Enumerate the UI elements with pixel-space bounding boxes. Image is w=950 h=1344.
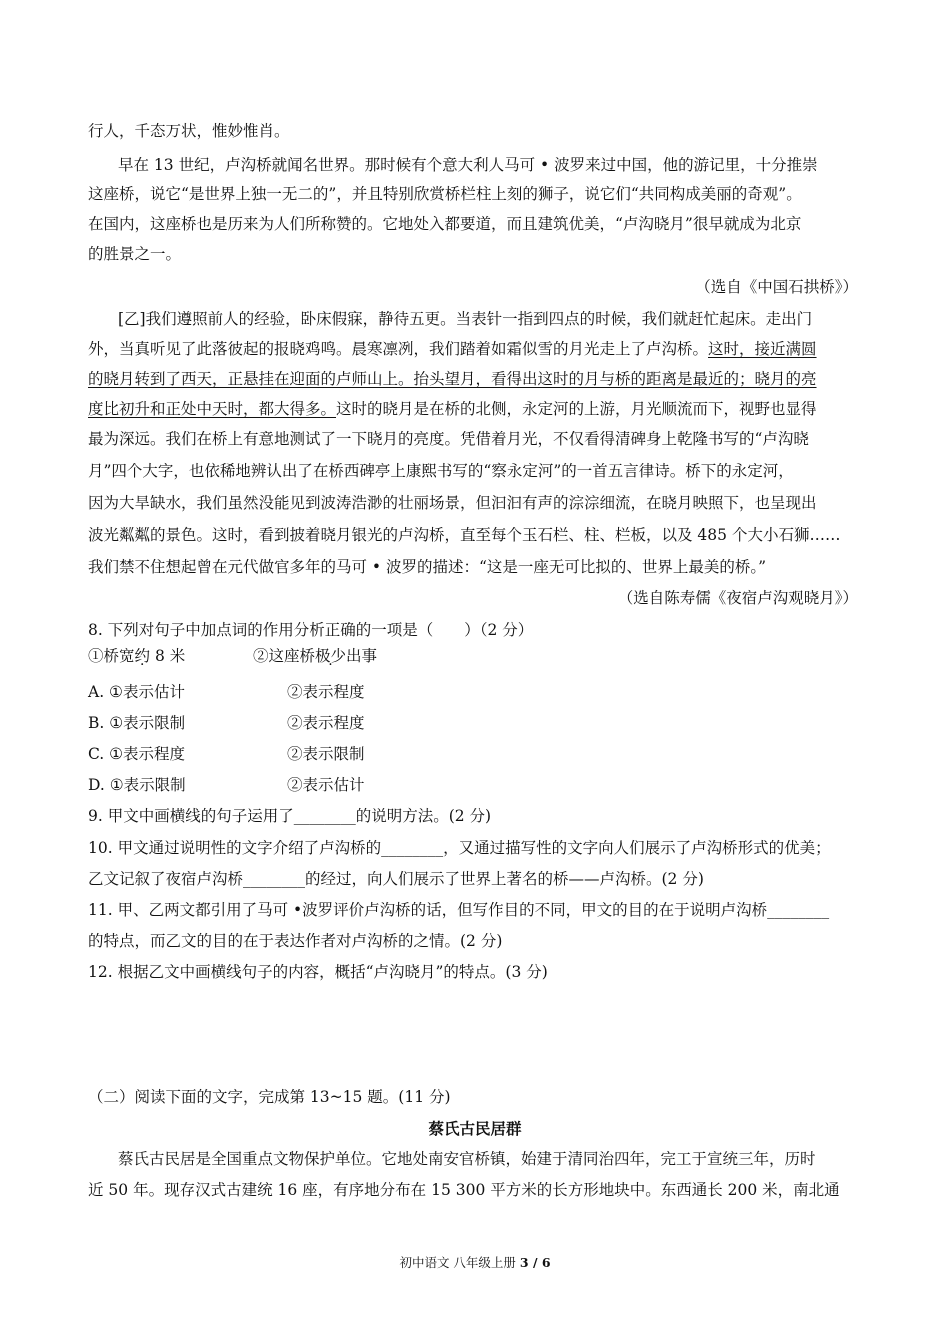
text-line: 这座桥，说它“是世界上独一无二的”，并且特别欣赏桥栏柱上刻的狮子，说它们“共同构成美丽的奇观”。 [88,185,802,203]
text-line [88,339,817,359]
text-line: 早在 13 世纪，卢沟桥就闻名世界。那时候有个意大利人马可 • 波罗来过中国，他的游记里，十分推崇 [118,156,818,174]
question-8: 8. 下列对句子中加点词的作用分析正确的一项是（ ）（2 分） [88,621,534,639]
text-line [88,399,817,419]
text-line: 近 50 年。现存汉式古建统 16 座，有序地分布在 15 300 平方米的长方形地块中。东西通长 200 米，南北通 [88,1181,840,1199]
question-10-line-1: 10. 甲文通过说明性的文字介绍了卢沟桥的________，又通过描写性的文字向人们展示了卢沟桥形式的优美； [88,839,831,857]
question-10-line-2: 乙文记叙了夜宿卢沟桥________的经过，向人们展示了世界上著名的桥——卢沟桥。(2 分) [88,870,704,888]
text-segment: ①桥宽 [88,647,135,665]
example-sentence-2 [253,646,377,666]
option-a-part-2: ②表示程度 [287,683,365,701]
underlined-sentence: 的晓月转到了西天，正悬挂在迎面的卢师山上。抬头望月，看得出这时的月与桥的距离是最近的；晓月的亮 [88,370,817,388]
dotted-word: 约 [134,647,151,665]
option-c-part-2: ②表示限制 [287,745,365,763]
question-11-line-1: 11. 甲、乙两文都引用了马可 •波罗评价卢沟桥的话，但写作目的不同，甲文的目的在于说明卢沟桥________ [88,901,830,919]
footer-subject: 初中语文 八年级上册 [399,1255,520,1270]
underlined-sentence: 这时，接近满圆 [708,340,817,358]
text-line: 最为深远。我们在桥上有意地测试了一下晓月的亮度。凭借着月光，不仅看得清碑身上乾隆书写的“卢沟晓 [88,430,809,448]
question-12: 12. 根据乙文中画横线句子的内容，概括“卢沟晓月”的特点。(3 分) [88,963,548,981]
option-c-part-1: C. ①表示程度 [88,745,186,763]
article-title: 蔡氏古民居群 [428,1120,522,1138]
option-d-part-1: D. ①表示限制 [88,776,186,794]
text-segment: ②这座桥 [253,647,316,665]
option-b-part-2: ②表示程度 [287,714,365,732]
text-segment: 出事 [346,647,378,665]
source-citation: （选自《中国石拱桥》） [695,278,858,296]
text-line: 的胜景之一。 [88,245,182,263]
option-d-part-2: ②表示估计 [287,776,365,794]
text-segment: 这时的晓月是在桥的北侧，永定河的上游，月光顺流而下，视野也显得 [336,400,817,418]
source-citation: （选自陈寿儒《夜宿卢沟观晓月》） [617,589,858,607]
dotted-word: 极少 [315,647,347,665]
question-9: 9. 甲文中画横线的句子运用了________的说明方法。(2 分) [88,807,492,825]
text-line: 蔡氏古民居是全国重点文物保护单位。它地处南安官桥镇，始建于清同治四年，完工于宣统三年，历时 [118,1150,816,1168]
text-line: 我们禁不住想起曾在元代做官多年的马可 • 波罗的描述：“这是一座无可比拟的、世界上最美的桥。” [88,558,767,576]
question-11-line-2: 的特点，而乙文的目的在于表达作者对卢沟桥的之情。(2 分) [88,932,503,950]
text-segment: 外，当真听见了此落彼起的报晓鸡鸣。晨寒凛冽，我们踏着如霜似雪的月光走上了卢沟桥。 [88,340,709,358]
text-line: 行人，千态万状，惟妙惟肖。 [88,122,290,140]
option-b-part-1: B. ①表示限制 [88,714,186,732]
underlined-sentence: 度比初升和正处中天时，都大得多。 [88,400,337,418]
example-sentence-1 [88,646,185,666]
page-number: 3 / 6 [519,1255,551,1270]
text-line: 因为大旱缺水，我们虽然没能见到波涛浩渺的壮丽场景，但汩汩有声的淙淙细流，在晓月映照下，也呈现出 [88,494,817,512]
text-line: [乙]我们遵照前人的经验，卧床假寐，静待五更。当表针一指到四点的时候，我们就赶忙起床。走出门 [118,310,813,328]
page-footer [0,1253,950,1271]
section-heading: （二）阅读下面的文字，完成第 13~15 题。(11 分) [88,1088,451,1106]
text-segment: 8 米 [150,647,186,665]
text-line: 波光粼粼的景色。这时，看到披着晓月银光的卢沟桥，直至每个玉石栏、柱、栏板，以及 485 个大小石狮…… [88,526,841,544]
text-line: 在国内，这座桥也是历来为人们所称赞的。它地处入都要道，而且建筑优美，“卢沟晓月”很早就成为北京 [88,215,802,233]
text-line: 月”四个大字，也依稀地辨认出了在桥西碑亭上康熙书写的“察永定河”的一首五言律诗。桥下的永定河， [88,462,794,480]
option-a-part-1: A. ①表示估计 [88,683,185,701]
